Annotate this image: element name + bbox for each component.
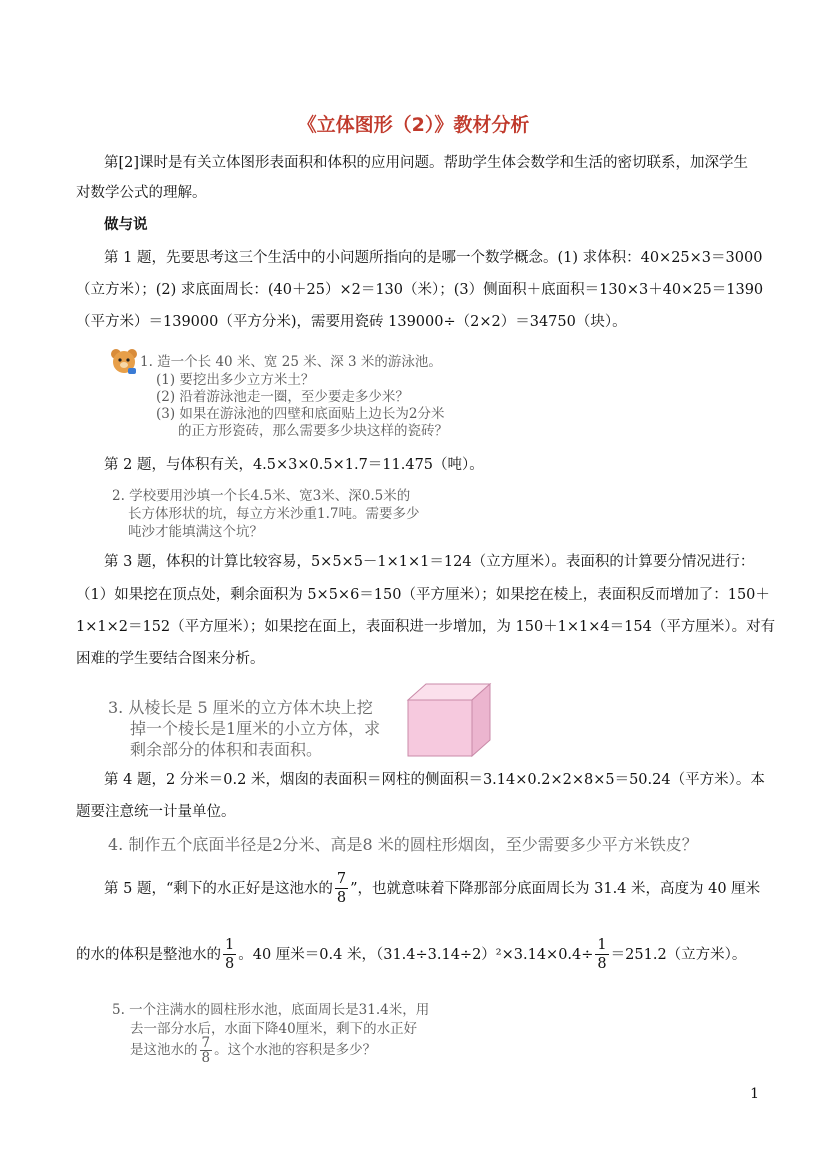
intro-line: 对数学公式的理解。	[76, 185, 207, 201]
exercise-line: (3) 如果在游泳池的四壁和底面贴上边长为2分米	[156, 406, 445, 422]
exercise-text: 是这池水的	[130, 1042, 198, 1058]
fraction-numerator: 7	[336, 871, 347, 887]
exercise-line: 5. 一个注满水的圆柱形水池，底面周长是31.4米，用	[112, 1002, 430, 1018]
q2-line: 第 2 题，与体积有关，4.5×3×0.5×1.7＝11.475（吨）。	[104, 457, 484, 473]
q1-line: （立方米）；(2) 求底面周长：(40＋25）×2＝130（米）；(3）侧面积＋底面积＝130×3＋40×25＝1390	[76, 282, 764, 298]
page-title: 《立体图形（2）》教材分析	[297, 114, 530, 136]
exercise-text: 。这个水池的容积是多少？	[214, 1042, 377, 1058]
fraction-denominator: 8	[225, 956, 235, 972]
exercise-line: 2. 学校要用沙填一个长4.5米、宽3米、深0.5米的	[112, 488, 411, 504]
exercise-line: 剩余部分的体积和表面积。	[130, 740, 323, 759]
q5-text: ”，也就意味着下降那部分底面周长为 31.4 米，高度为 40 厘米	[350, 880, 761, 897]
cube-figure	[406, 682, 492, 762]
page-number: 1	[750, 1086, 759, 1102]
exercise-line: 的正方形瓷砖，那么需要多少块这样的瓷砖？	[178, 423, 448, 439]
exercise-line: 长方体形状的坑，每立方米沙重1.7吨。需要多少	[128, 506, 420, 522]
q3-line: （1）如果挖在顶点处，剩余面积为 5×5×6＝150（平方厘米）；如果挖在棱上，表面积反而增加了：150＋	[76, 587, 770, 603]
fraction	[223, 936, 236, 973]
fraction-denominator: 8	[201, 1050, 211, 1066]
intro-line: 第[2]课时是有关立体图形表面积和体积的应用问题。帮助学生体会数学和生活的密切联系，加深学生	[104, 155, 749, 171]
q5-text: 。40 厘米＝0.4 米，（31.4÷3.14÷2）²×3.14×0.4÷	[238, 946, 594, 963]
q3-line: 1×1×2＝152（平方厘米）；如果挖在面上，表面积进一步增加，为 150＋1×1×4＝154（平方厘米）。对有	[76, 619, 776, 635]
fraction-denominator: 8	[336, 890, 347, 906]
q1-line: 第 1 题，先要思考这三个生活中的小问题所指向的是哪一个数学概念。(1) 求体积：40×25×3＝3000	[104, 250, 763, 266]
exercise-line: 去一部分水后，水面下降40厘米，剩下的水正好	[130, 1021, 418, 1037]
fraction-numerator: 7	[201, 1035, 211, 1051]
fraction	[200, 1036, 213, 1065]
exercise-line: 4. 制作五个底面半径是2分米、高是8 米的圆柱形烟囱，至少需要多少平方米铁皮？	[108, 835, 698, 854]
exercise-line: 3. 从棱长是 5 厘米的立方体木块上挖	[108, 698, 373, 717]
fraction-numerator: 1	[225, 937, 235, 953]
section-heading: 做与说	[104, 217, 148, 233]
exercise-line: 1. 造一个长 40 米、宽 25 米、深 3 米的游泳池。	[140, 354, 442, 370]
q5-line	[76, 936, 746, 973]
fraction	[595, 936, 608, 973]
q5-text: 的水的体积是整池水的	[76, 946, 221, 963]
q4-line: 第 4 题，2 分米＝0.2 米，烟囱的表面积＝网柱的侧面积＝3.14×0.2×2×8×5＝50.24（平方米）。本	[104, 772, 765, 788]
q5-text: ＝251.2（立方米）。	[610, 946, 747, 963]
fraction-denominator: 8	[597, 956, 607, 972]
exercise-line	[130, 1036, 376, 1065]
exercise-line: 吨沙才能填满这个坑？	[128, 524, 263, 540]
exercise-line: (1) 要挖出多少立方米土？	[156, 372, 315, 388]
exercise-line: 掉一个棱长是1厘米的小立方体，求	[130, 719, 381, 738]
q1-line: （平方米）＝139000（平方分米)，需要用瓷砖 139000÷（2×2）＝34750（块）。	[76, 314, 627, 330]
q3-line: 困难的学生要结合图来分析。	[76, 651, 265, 667]
q3-line: 第 3 题，体积的计算比较容易，5×5×5－1×1×1＝124（立方厘米）。表面积的计算要分情况进行：	[104, 554, 755, 570]
exercise-line: (2) 沿着游泳池走一圈，至少要走多少米？	[156, 389, 409, 405]
q5-text: 第 5 题，“剩下的水正好是这池水的	[104, 880, 333, 897]
bear-mascot-icon	[108, 346, 140, 384]
fraction	[335, 870, 348, 907]
q5-line	[104, 870, 760, 907]
q4-line: 题要注意统一计量单位。	[76, 804, 236, 820]
fraction-numerator: 1	[597, 937, 607, 953]
